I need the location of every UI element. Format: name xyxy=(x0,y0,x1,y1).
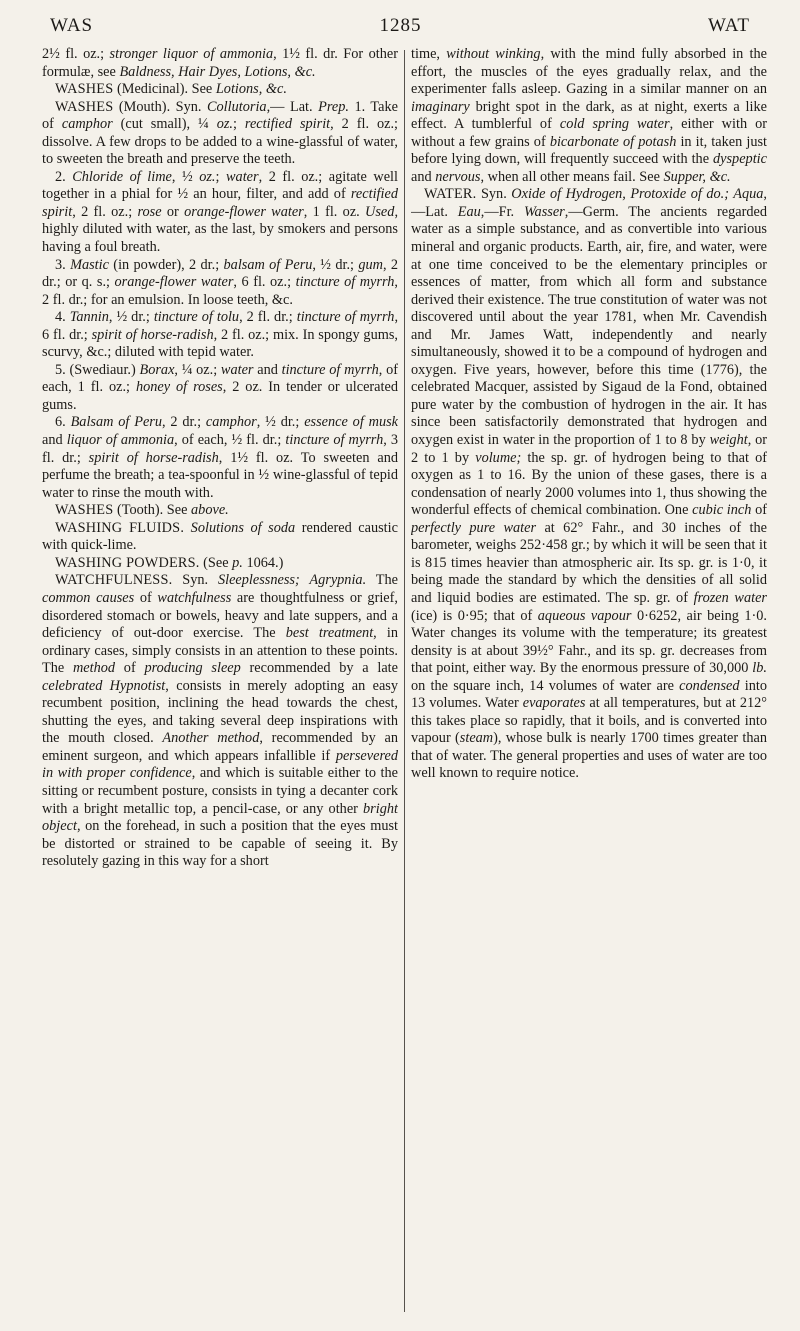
recipe-mastic: 3. Mastic (in powder), 2 dr.; balsam of Peru, ½ dr.; gum, 2 dr.; or q. s.; orange-flower water, 6 fl. oz.; tincture of myrrh, 2 fl. dr.; for an emulsion. In loose teeth, &c. xyxy=(42,256,398,308)
recipe-tannin: 4. Tannin, ½ dr.; tincture of tolu, 2 fl. dr.; tincture of myrrh, 6 fl. dr.; spirit of horse-radish, 2 fl. oz.; mix. In spongy gums, scurvy, &c.; diluted with tepid water. xyxy=(42,309,398,361)
recipe-chloride-of-lime: 2. Chloride of lime, ½ oz.; water, 2 fl. oz.; agitate well together in a phial for ½ an hour, filter, and add of rectified spirit, 2 fl. oz.; rose or orange-flower water, 1 fl. oz. Used, highly diluted with water, as the last, by smokers and persons having a foul breath. xyxy=(42,168,398,256)
entry-washes-mouth: WASHES (Mouth). Syn. Collutoria,— Lat. Prep. 1. Take of camphor (cut small), ¼ oz.; rectified spirit, 2 fl. oz.; dissolve. A few drops to be added to a wine-glassful of water, to sweeten the breath and preserve the teeth. xyxy=(42,98,398,168)
header-right-guideword: WAT xyxy=(707,15,750,36)
column-divider xyxy=(404,50,405,1312)
entry-watchfulness-continued: time, without winking, with the mind fully absorbed in the effort, the muscles of the eyes gradually relax, and the experimenter falls asleep. Gazing in a similar manner on an imaginary bright spot in the dark, as at night, exerts a like effect. A tumblerful of cold spring water, either with or without a few grains of bicarbonate of potash in it, taken just before lying down, will frequently succeed with the dyspeptic and nervous, when all other means fail. See Supper, &c. xyxy=(411,46,767,185)
left-column xyxy=(42,46,398,1316)
entry-watchfulness: WATCHFULNESS. Syn. Sleeplessness; Agrypnia. The common causes of watchfulness are thoughtfulness or grief, disordered stomach or bowels, heavy and late suppers, and a deficiency of out-door exercise. The best treatment, in ordinary cases, simply consists in an attention to these points. The method of producing sleep recommended by a late celebrated Hypnotist, consists in merely adopting an easy recumbent position, inclining the head towards the chest, shutting the eyes, and taking several deep inspirations with the mouth closed. Another method, recommended by an eminent surgeon, and which appears infallible if persevered in with proper confidence, and which is suitable either to the sitting or recumbent posture, consists in tying a decanter cork with a bright metallic top, a pencil-case, or any other bright object, on the forehead, in such a position that the eyes must be distorted or strained to be capable of seeing it. By resolutely gazing in this way for a short xyxy=(42,572,398,870)
entry-washes-tooth: WASHES (Tooth). See above. xyxy=(55,502,229,519)
recipe-balsam-of-peru: 6. Balsam of Peru, 2 dr.; camphor, ½ dr.; essence of musk and liquor of ammonia, of each, ½ fl. dr.; tincture of myrrh, 3 fl. dr.; spirit of horse-radish, 1½ fl. oz. To sweeten and perfume the breath; a tea-spoonful in ½ wine-glassful of tepid water to rinse the mouth with. xyxy=(42,414,398,501)
entry-washing-fluids: WASHING FLUIDS. Solutions of soda rendered caustic with quick-lime. xyxy=(42,519,398,554)
entry-washes-medicinal: WASHES (Medicinal). See Lotions, &c. xyxy=(55,81,287,98)
entry-baldness-continued: 2½ fl. oz.; stronger liquor of ammonia, 1½ fl. dr. For other formulæ, see Baldness, Hair Dyes, Lotions, &c. xyxy=(42,46,398,80)
entry-washing-powders: WASHING POWDERS. (See p. 1064.) xyxy=(55,554,284,571)
entry-water: WATER. Syn. Oxide of Hydrogen, Protoxide of do.; Aqua,—Lat. Eau,—Fr. Wasser,—Germ. The ancients regarded water as a simple substance, and as convertible into various mineral and organic products. Earth, air, fire, and water, were at one time conceived to be the elementary principles or essences of matter, from which all form and substance derived their existence. The true constitution of water was not discovered until about the year 1781, when Mr. Cavendish and Mr. James Watt, independently and nearly simultaneously, showed it to be a compound of hydrogen and oxygen. Five years, however, before this time (1776), the celebrated Macquer, assisted by Sigaud de la Fond, obtained pure water by the combustion of hydrogen in the air. It has since been satisfactorily demonstrated that hydrogen and oxygen exist in water in the proportion of 1 to 8 by weight, or 2 to 1 by volume; the sp. gr. of hydrogen being to that of oxygen as 1 to 16. By the union of these gases, there is a condensation of nearly 2000 volumes into 1, thus showing the wonderful effects of chemical combination. One cubic inch of perfectly pure water at 62° Fahr., and 30 inches of the barometer, weighs 252·458 gr.; by which it will be seen that it is 815 times heavier than atmospheric air. Its sp. gr. is 1·0, it being made the standard by which the densities of all solid and liquid bodies are estimated. The sp. gr. of frozen water (ice) is 0·95; that of aqueous vapour 0·6252, air being 1·0. Water changes its volume with the temperature; its greatest density is at about 39½° Fahr., and its sp. gr. decreases from that point, either way. By the enormous pressure of 30,000 lb. on the square inch, 14 volumes of water are condensed into 13 volumes. Water evaporates at all temperatures, but at 212° this takes place so rapidly, that it boils, and is converted into vapour (steam), whose bulk is nearly 1700 times greater than that of water. The general properties and uses of water are too well known to require notice. xyxy=(411,186,767,782)
right-column xyxy=(411,46,767,1316)
recipe-swediaur: 5. (Swediaur.) Borax, ¼ oz.; water and tincture of myrrh, of each, 1 fl. oz.; honey of roses, 2 oz. In tender or ulcerated gums. xyxy=(42,361,398,413)
header-left-guideword: WAS xyxy=(50,15,94,36)
running-header xyxy=(50,14,750,38)
page-number: 1285 xyxy=(379,15,422,36)
